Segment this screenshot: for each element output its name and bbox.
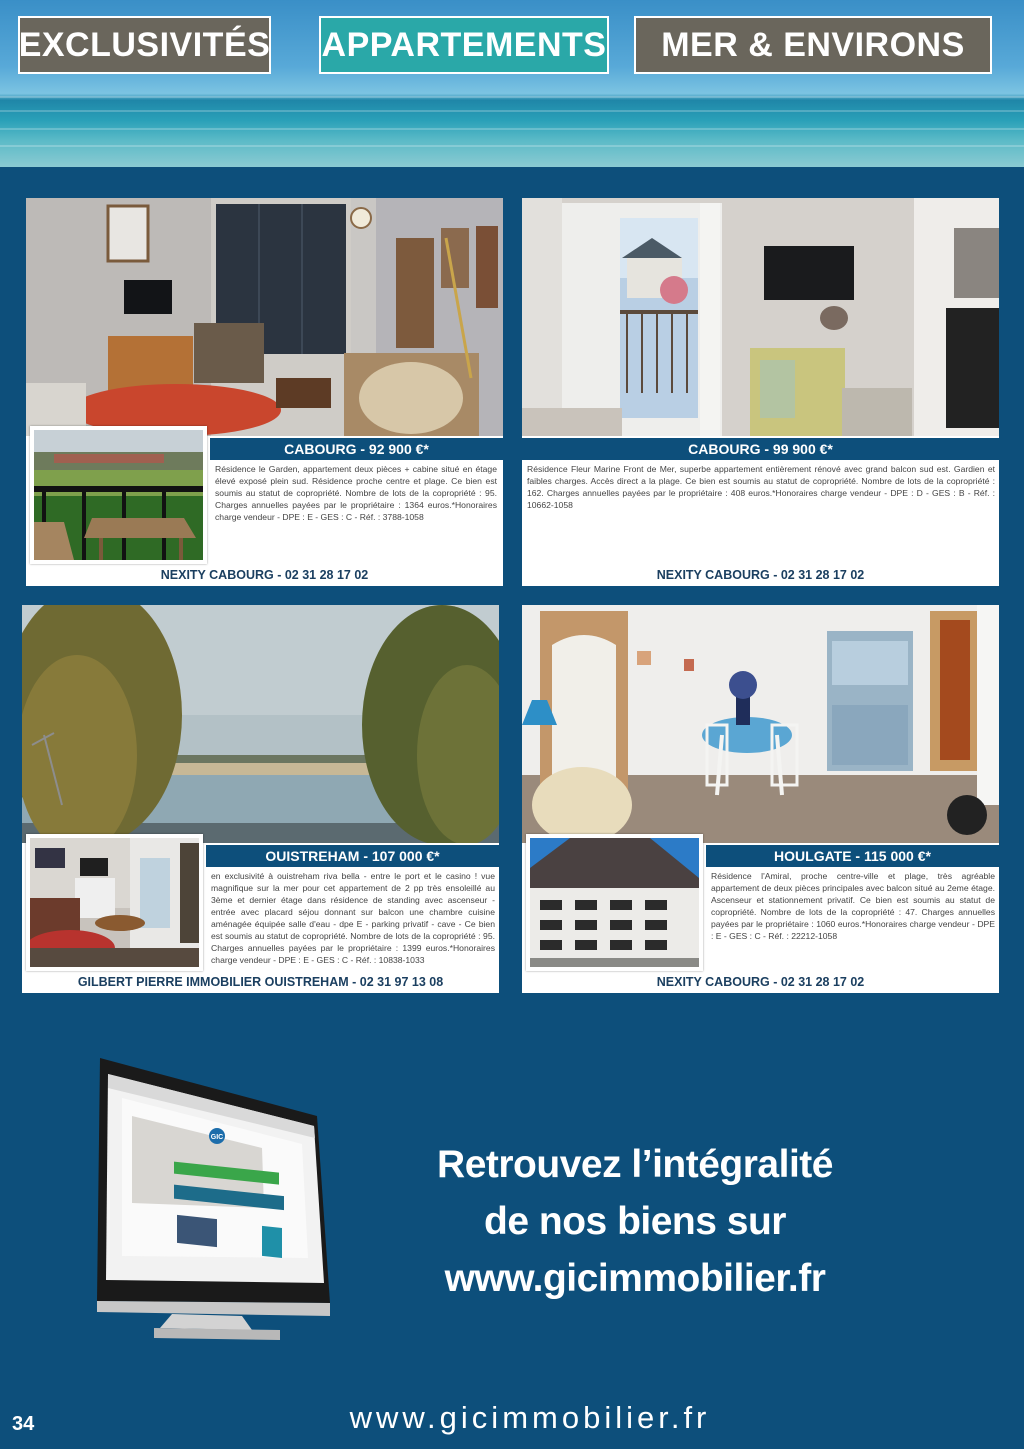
tab-mer-environs[interactable]: MER & ENVIRONS [634,16,992,74]
listing-inset-photo [30,426,207,564]
agency-contact[interactable]: NEXITY CABOURG - 02 31 28 17 02 [656,568,865,582]
listing-card[interactable] [26,198,503,586]
listing-card[interactable] [22,605,499,993]
promo-line: Retrouvez l’intégralité [437,1143,833,1186]
agency-contact[interactable]: GILBERT PIERRE IMMOBILIER OUISTREHAM - 02 31 97 13 08 [77,975,444,989]
listing-inset-photo [526,834,703,971]
listing-inset-photo [26,834,203,971]
listing-description: en exclusivité à ouistreham riva bella - entre le port et le casino ! vue magnifique sur la mer pour cet appartement de 2 pp très ensoleillé au 3ème et dernier étage dans résidence de standing avec ascenseur - entrée avec placard séjou donnant sur balcon une chambre cuisine aménagée équipée salle d'eau - dpe E - parking privatif - cave - Ce bien est soumis au statut de copropriété. Nombre de lots de la copropriété : 95. Charges annuelles payées par le propriétaire : 1399 euros.*Honoraires charge vendeur - DPE : E - GES : C - Réf. : 10838-1033 [211,871,495,965]
promo-message [370,1136,900,1307]
listing-description: Résidence le Garden, appartement deux pièces + cabine situé en étage élevé exposé plein sud. Résidence proche centre et plage. Ce bien est soumis au statut de copropriété. Nombre de lots de la copropriété : 95. Charges annuelles payées par le propriétaire : 1364 euros.*Honoraires charge vendeur - DPE : E - GES : C - Réf. : 3788-1058 [215,464,497,522]
agency-contact[interactable]: NEXITY CABOURG - 02 31 28 17 02 [656,975,865,989]
promo-website-link[interactable]: www.gicimmobilier.fr [444,1257,826,1300]
wave-line [0,128,1024,130]
listing-photo [26,198,503,436]
listing-photo [522,198,999,436]
wave-line [0,110,1024,112]
tab-appartements[interactable]: APPARTEMENTS [319,16,609,74]
listing-title: CABOURG - 92 900 €* [210,438,503,460]
listing-title: CABOURG - 99 900 €* [522,438,999,460]
tab-exclusivites[interactable]: EXCLUSIVITÉS [18,16,271,74]
listing-card[interactable] [522,198,999,586]
wave-line [0,96,1024,98]
listing-photo [22,605,499,843]
computer-monitor-illustration [92,1058,342,1348]
sea-banner [0,0,1024,167]
agency-contact[interactable]: NEXITY CABOURG - 02 31 28 17 02 [160,568,369,582]
listing-card[interactable] [522,605,999,993]
listing-title: OUISTREHAM - 107 000 €* [206,845,499,867]
footer-website-link[interactable]: www.gicimmobilier.fr [349,1400,711,1435]
listing-description: Résidence Fleur Marine Front de Mer, superbe appartement entièrement rénové avec grand balcon sud est. Gardien et faibles charges. Accès direct a la plage. Ce bien est soumis au statut de copropriété. Nombre de lots de la copropriété : 162. Charges annuelles payées par le propriétaire : 408 euros.*Honoraires charge vendeur - DPE : D - GES : B - Réf. : 10662-1058 [527,464,995,510]
listing-description: Résidence l'Amiral, proche centre-ville et plage, très agréable appartement de deux pièces principales avec balcon situé au 2eme étage. Ascenseur et stationnement privatif. Ce bien est soumis au statut de copropriété. Nombre de lots de la copropriété : 47. Charges annuelles payées par le propriétaire : 1060 euros.*Honoraires charge vendeur - DPE : E - GES : C - Réf. : 22212-1058 [711,871,995,941]
listing-photo [522,605,999,843]
page-number: 34 [12,1413,35,1435]
wave-line [0,145,1024,147]
promo-line: de nos biens sur [484,1200,786,1243]
listing-title: HOULGATE - 115 000 €* [706,845,999,867]
screen-logo: GIC [210,1134,224,1141]
